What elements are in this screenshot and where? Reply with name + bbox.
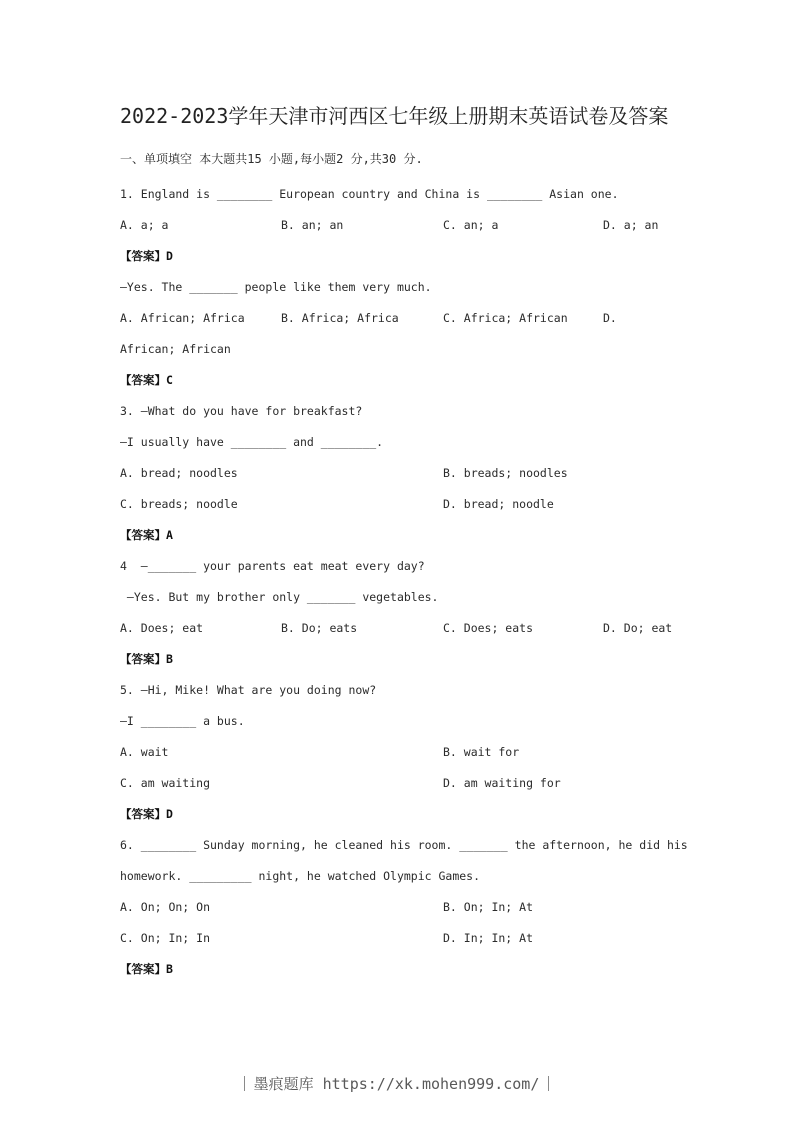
answer-line: 【答案】D xyxy=(120,249,173,263)
footer-divider-right-icon xyxy=(548,1076,549,1091)
option-B: B. breads; noodles xyxy=(443,466,568,480)
option-B: B. Do; eats xyxy=(281,621,358,635)
answer-line: 【答案】C xyxy=(120,373,173,387)
option-B: B. Africa; Africa xyxy=(281,311,399,325)
options-row xyxy=(120,489,695,520)
option-D: D. a; an xyxy=(603,218,659,232)
option-D: D. Do; eat xyxy=(603,621,673,635)
option-A: A. a; a xyxy=(120,218,169,232)
answer-line: 【答案】A xyxy=(120,528,173,542)
option-C: C. On; In; In xyxy=(120,931,211,945)
option-B: B. an; an xyxy=(281,218,344,232)
question-6 xyxy=(120,830,695,985)
answer-line: 【答案】B xyxy=(120,652,173,666)
option-C: C. an; a xyxy=(443,218,499,232)
question-text: 1. England is ________ European country and China is ________ Asian one. xyxy=(120,187,619,201)
question-text: 5. —Hi, Mike! What are you doing now? xyxy=(120,683,377,697)
options-row xyxy=(120,892,695,923)
option-A: A. wait xyxy=(120,745,169,759)
question-text: —Yes. But my brother only _______ vegetables. xyxy=(120,590,439,604)
question-text: 3. —What do you have for breakfast? xyxy=(120,404,363,418)
option-C: C. Does; eats xyxy=(443,621,534,635)
option-A: A. Does; eat xyxy=(120,621,204,635)
question-4 xyxy=(120,551,695,675)
options-row xyxy=(120,303,695,334)
page-title: 2022-2023学年天津市河西区七年级上册期末英语试卷及答案 xyxy=(120,104,669,128)
options-row xyxy=(120,613,695,644)
option-C: C. breads; noodle xyxy=(120,497,238,511)
options-row xyxy=(120,210,695,241)
option-A: A. African; Africa xyxy=(120,311,245,325)
question-3 xyxy=(120,396,695,551)
question-1 xyxy=(120,179,695,272)
option-B: B. On; In; At xyxy=(443,900,534,914)
question-text: —I usually have ________ and ________. xyxy=(120,435,384,449)
footer-url[interactable]: https://xk.mohen999.com/ xyxy=(322,1074,540,1093)
option-D: D. In; In; At xyxy=(443,931,534,945)
question-text: —Yes. The _______ people like them very much. xyxy=(120,280,432,294)
footer xyxy=(0,1073,793,1094)
option-D: D. bread; noodle xyxy=(443,497,554,511)
answer-line: 【答案】D xyxy=(120,807,173,821)
option-A: A. On; On; On xyxy=(120,900,211,914)
question-5 xyxy=(120,675,695,830)
footer-divider-left-icon xyxy=(244,1076,245,1091)
answer-line: 【答案】B xyxy=(120,962,173,976)
question-2 xyxy=(120,272,695,396)
option-A: A. bread; noodles xyxy=(120,466,238,480)
question-text: 4 —_______ your parents eat meat every day? xyxy=(120,559,425,573)
options-row xyxy=(120,458,695,489)
footer-site-name: 墨痕题库 xyxy=(253,1075,314,1093)
questions xyxy=(120,179,695,985)
option-D: D. am waiting for xyxy=(443,776,561,790)
options-row xyxy=(120,768,695,799)
option-C: C. am waiting xyxy=(120,776,211,790)
section-header: 一、单项填空 本大题共15 小题,每小题2 分,共30 分. xyxy=(120,152,423,166)
question-text: African; African xyxy=(120,342,231,356)
options-row xyxy=(120,923,695,954)
question-text: 6. ________ Sunday morning, he cleaned his room. _______ the afternoon, he did his xyxy=(120,838,688,852)
question-text: —I ________ a bus. xyxy=(120,714,245,728)
option-C: C. Africa; African xyxy=(443,311,568,325)
option-D: D. xyxy=(603,311,617,325)
option-B: B. wait for xyxy=(443,745,520,759)
options-row xyxy=(120,737,695,768)
question-text: homework. _________ night, he watched Olympic Games. xyxy=(120,869,481,883)
